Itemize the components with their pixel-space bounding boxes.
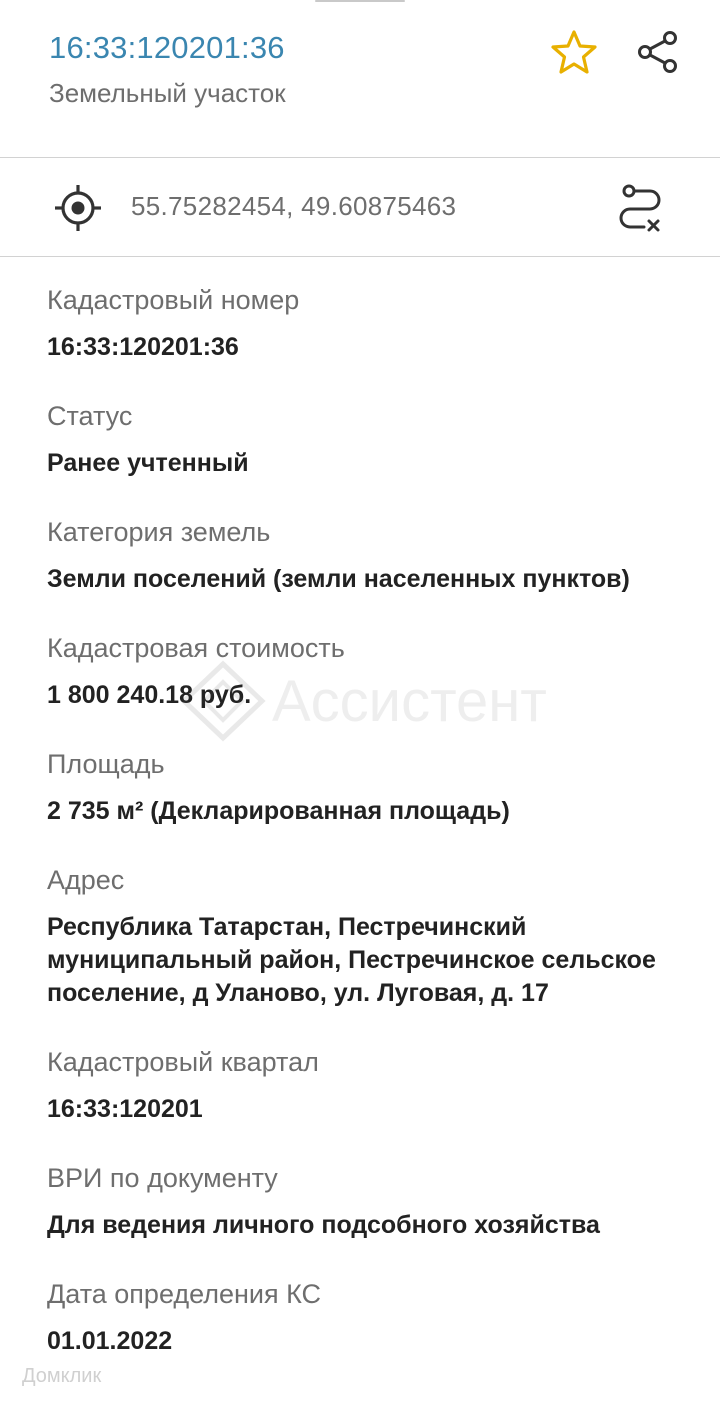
field-cadastral-number (47, 284, 707, 364)
field-value[interactable]: 16:33:120201 (47, 1095, 203, 1123)
watermark-text: Ассистент (272, 669, 547, 734)
field-value: Ранее учтенный (47, 449, 249, 477)
coordinates-divider (0, 256, 720, 257)
coordinates-text[interactable]: 55.75282454, 49.60875463 (131, 191, 457, 221)
field-value: 01.01.2022 (47, 1327, 173, 1355)
share-button[interactable] (630, 24, 686, 80)
property-details (47, 284, 707, 1394)
route-clear-icon[interactable] (612, 180, 670, 238)
field-label: Адрес (47, 865, 125, 895)
field-status (47, 400, 707, 480)
object-type: Земельный участок (49, 78, 286, 108)
field-cadastral-quarter (47, 1046, 707, 1126)
watermark-logo-icon (180, 660, 266, 742)
field-value: Для ведения личного подсобного хозяйства (47, 1211, 600, 1239)
field-label: Кадастровая стоимость (47, 633, 345, 663)
footer-brand: Домклик (22, 1365, 102, 1387)
field-value: 2 735 м² (Декларированная площадь) (47, 797, 510, 825)
field-label: Кадастровый номер (47, 285, 300, 315)
field-valuation-date (47, 1278, 707, 1358)
coordinates-row[interactable] (0, 158, 720, 256)
field-label: Площадь (47, 749, 165, 779)
field-land-category (47, 516, 707, 596)
crosshair-icon[interactable] (52, 182, 104, 234)
field-area (47, 748, 707, 828)
field-value: Земли поселений (земли населенных пунктов) (47, 565, 630, 593)
field-label: Категория земель (47, 517, 271, 547)
watermark (180, 660, 547, 742)
star-icon (549, 27, 599, 77)
field-value[interactable]: 16:33:120201:36 (47, 333, 239, 361)
share-icon (633, 27, 683, 77)
field-label: Кадастровый квартал (47, 1047, 319, 1077)
field-label: ВРИ по документу (47, 1163, 278, 1193)
field-label: Статус (47, 401, 133, 431)
header (0, 0, 720, 158)
favorite-button[interactable] (546, 24, 602, 80)
field-permitted-use (47, 1162, 707, 1242)
field-value: 1 800 240.18 руб. (47, 681, 252, 709)
field-label: Дата определения КС (47, 1279, 322, 1309)
page-title: 16:33:120201:36 (49, 30, 285, 65)
field-value: Республика Татарстан, Пестречинский муниципальный район, Пестречинское сельское поселение, д Уланово, ул. Луговая, д. 17 (47, 913, 656, 1007)
field-address (47, 864, 707, 1010)
